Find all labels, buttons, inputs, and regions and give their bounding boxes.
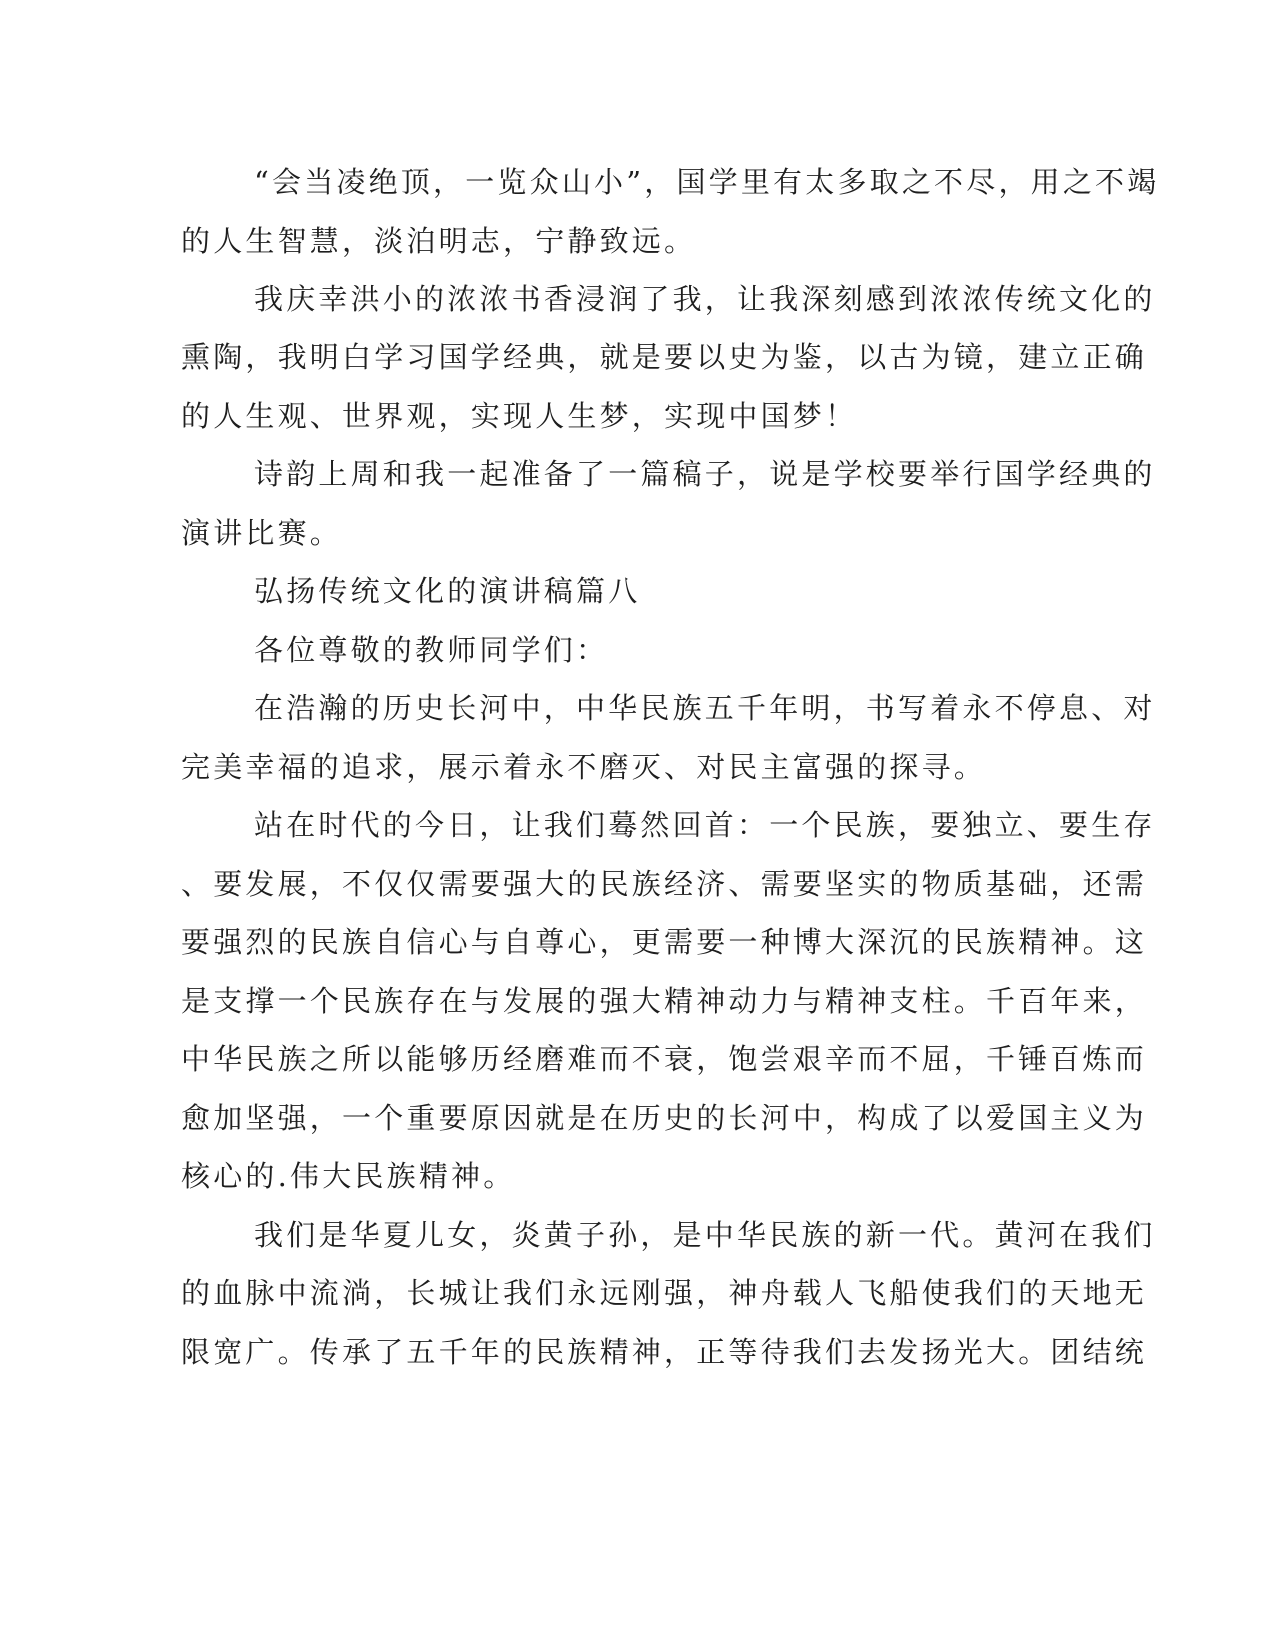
text-line: 的人生观、世界观，实现人生梦，实现中国梦！ (181, 399, 858, 433)
salutation: 各位尊敬的教师同学们： (254, 633, 609, 667)
text-line: 诗韵上周和我一起准备了一篇稿子，说是学校要举行国学经典的 (254, 457, 1156, 491)
text-line: 要强烈的民族自信心与自尊心，更需要一种博大深沉的民族精神。这 (181, 925, 1148, 959)
text-line: 中华民族之所以能够历经磨难而不衰，饱尝艰辛而不屈，千锤百炼而 (181, 1042, 1148, 1076)
text-line: 限宽广。传承了五千年的民族精神，正等待我们去发扬光大。团结统 (181, 1335, 1148, 1369)
text-line: 核心的.伟大民族精神。 (181, 1159, 516, 1193)
section-heading: 弘扬传统文化的演讲稿篇八 (254, 574, 641, 608)
text-line: 的血脉中流淌，长城让我们永远刚强，神舟载人飞船使我们的天地无 (181, 1276, 1148, 1310)
text-line: 的人生智慧，淡泊明志，宁静致远。 (181, 224, 697, 258)
text-line: “会当凌绝顶，一览众山小”，国学里有太多取之不尽，用之不竭 (254, 165, 1160, 199)
text-line: 熏陶，我明白学习国学经典，就是要以史为鉴，以古为镜，建立正确 (181, 340, 1148, 374)
text-line: 在浩瀚的历史长河中，中华民族五千年明，书写着永不停息、对 (254, 691, 1156, 725)
text-line: 我们是华夏儿女，炎黄子孙，是中华民族的新一代。黄河在我们 (254, 1218, 1156, 1252)
text-line: 我庆幸洪小的浓浓书香浸润了我，让我深刻感到浓浓传统文化的 (254, 282, 1156, 316)
text-line: 站在时代的今日，让我们蓦然回首：一个民族，要独立、要生存 (254, 808, 1156, 842)
text-line: 演讲比赛。 (181, 516, 343, 550)
text-line: 是支撑一个民族存在与发展的强大精神动力与精神支柱。千百年来， (181, 984, 1148, 1018)
text-line: 、要发展，不仅仅需要强大的民族经济、需要坚实的物质基础，还需 (181, 867, 1148, 901)
text-line: 愈加坚强，一个重要原因就是在历史的长河中，构成了以爱国主义为 (181, 1101, 1148, 1135)
text-line: 完美幸福的追求，展示着永不磨灭、对民主富强的探寻。 (181, 750, 987, 784)
